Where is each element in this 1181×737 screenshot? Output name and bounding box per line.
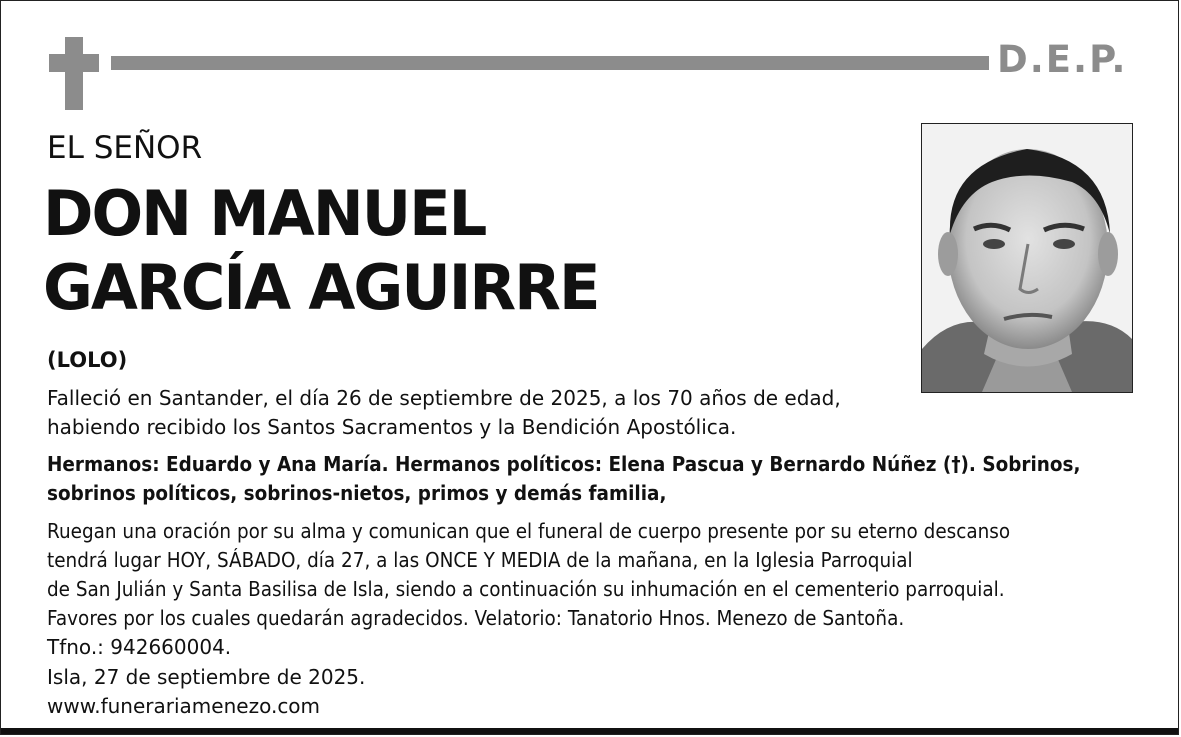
place-date: Isla, 27 de septiembre de 2025. — [47, 665, 366, 689]
deceased-name — [43, 177, 599, 325]
service-line-4: Favores por los cuales quedarán agradecidos. Velatorio: Tanatorio Hnos. Menezo de Santoña. — [47, 606, 905, 630]
cross-icon-arm — [49, 54, 99, 72]
deceased-portrait — [921, 123, 1133, 393]
service-line-2: tendrá lugar HOY, SÁBADO, día 27, a las ONCE Y MEDIA de la mañana, en la Iglesia Parroquial — [47, 548, 913, 572]
family-line-2: sobrinos políticos, sobrinos-nietos, primos y demás familia, — [47, 481, 667, 505]
deceased-name-line1: DON MANUEL — [43, 177, 486, 250]
portrait-image — [922, 124, 1132, 392]
notice-title: EL SEÑOR — [47, 130, 203, 166]
service-line-3: de San Julián y Santa Basilisa de Isla, siendo a continuación su inhumación en el cementerio parroquial. — [47, 577, 1005, 601]
dep-label: D.E.P. — [997, 38, 1128, 81]
phone-number: Tfno.: 942660004. — [47, 635, 232, 659]
death-announcement-line-1: Falleció en Santander, el día 26 de septiembre de 2025, a los 70 años de edad, — [47, 386, 841, 410]
deceased-name-line2: GARCÍA AGUIRRE — [43, 251, 599, 324]
header-rule — [111, 56, 989, 70]
service-line-1: Ruegan una oración por su alma y comunican que el funeral de cuerpo presente por su eterno descanso — [47, 519, 1011, 543]
family-line-1: Hermanos: Eduardo y Ana María. Hermanos políticos: Elena Pascua y Bernardo Núñez (†). Sobrinos, — [47, 452, 1081, 476]
bottom-border — [1, 728, 1178, 734]
website-link[interactable]: www.funerariamenezo.com — [47, 694, 321, 718]
deceased-nickname: (LOLO) — [47, 348, 128, 372]
cross-icon — [65, 37, 83, 110]
death-announcement-line-2: habiendo recibido los Santos Sacramentos y la Bendición Apostólica. — [47, 415, 737, 439]
